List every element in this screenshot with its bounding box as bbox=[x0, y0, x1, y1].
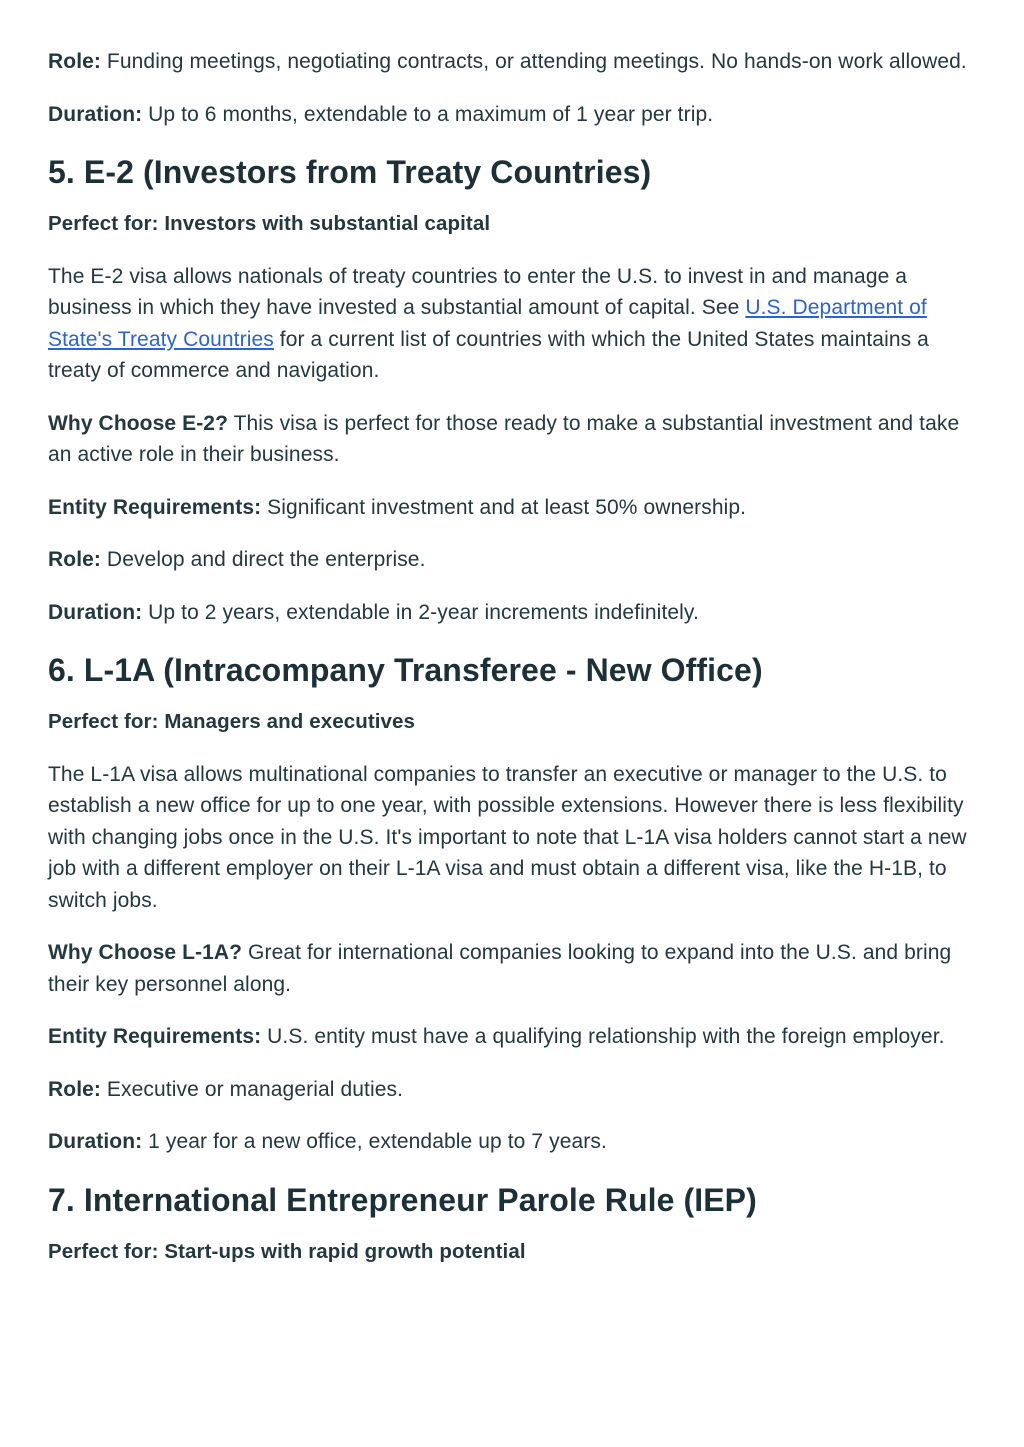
role-label: Role: bbox=[48, 50, 101, 73]
l1a-role-paragraph bbox=[48, 1074, 978, 1106]
section-heading-e2: 5. E-2 (Investors from Treaty Countries) bbox=[48, 154, 652, 190]
e2-role-paragraph bbox=[48, 544, 978, 576]
section-heading-iep: 7. International Entrepreneur Parole Rule (IEP) bbox=[48, 1181, 757, 1218]
e2-duration-paragraph bbox=[48, 597, 978, 629]
why-label: Why Choose L-1A? bbox=[48, 941, 243, 964]
entity-label: Entity Requirements: bbox=[48, 495, 262, 519]
l1a-duration-paragraph bbox=[48, 1126, 978, 1158]
why-text: Great for international companies looking to expand into the U.S. and bring their key personnel along. bbox=[48, 941, 952, 996]
perfect-for-iep: Perfect for: Start-ups with rapid growth potential bbox=[48, 1239, 526, 1263]
why-label: Why Choose E-2? bbox=[48, 411, 229, 435]
l1a-description: The L-1A visa allows multinational companies to transfer an executive or manager to the U.S. to establish a new office for up to one year, with possible extensions. However there is less flexibility with changing jobs once in the U.S. It's important to note that L-1A visa holders cannot start a new job with a different employer on their L-1A visa and must obtain a different visa, like the H-1B, to switch jobs. bbox=[48, 762, 967, 912]
entity-text: U.S. entity must have a qualifying relationship with the foreign employer. bbox=[261, 1025, 945, 1048]
role-label: Role: bbox=[48, 548, 101, 571]
why-text: This visa is perfect for those ready to make a substantial investment and take an active role in their business. bbox=[48, 411, 960, 466]
e2-entity-paragraph bbox=[48, 492, 978, 524]
article-body bbox=[48, 46, 978, 1267]
e2-description bbox=[48, 261, 978, 387]
l1a-why-paragraph bbox=[48, 937, 978, 1000]
role-text: Funding meetings, negotiating contracts, or attending meetings. No hands-on work allowed. bbox=[101, 50, 967, 73]
intro-duration-paragraph bbox=[48, 99, 978, 131]
entity-label: Entity Requirements: bbox=[48, 1025, 262, 1048]
entity-text: Significant investment and at least 50% ownership. bbox=[261, 495, 747, 519]
duration-text: Up to 2 years, extendable in 2-year increments indefinitely. bbox=[142, 600, 699, 624]
e2-why-paragraph bbox=[48, 408, 978, 471]
e2-description-text: The E-2 visa allows nationals of treaty countries to enter the U.S. to invest in and manage a business in which they have invested a substantial amount of capital. See bbox=[48, 264, 908, 319]
treaty-countries-link[interactable]: U.S. Department of State's Treaty Countries bbox=[48, 296, 927, 351]
duration-label: Duration: bbox=[48, 1130, 143, 1153]
section-heading-l1a: 6. L-1A (Intracompany Transferee - New Office) bbox=[48, 652, 763, 688]
role-label: Role: bbox=[48, 1077, 101, 1101]
role-text: Develop and direct the enterprise. bbox=[101, 548, 426, 571]
l1a-entity-paragraph bbox=[48, 1021, 978, 1053]
duration-label: Duration: bbox=[48, 600, 143, 624]
e2-description-text-cont: for a current list of countries with which the United States maintains a treaty of commerce and navigation. bbox=[48, 327, 929, 382]
perfect-for-l1a: Perfect for: Managers and executives bbox=[48, 710, 416, 733]
duration-text: Up to 6 months, extendable to a maximum of 1 year per trip. bbox=[142, 102, 714, 126]
duration-label: Duration: bbox=[48, 102, 143, 126]
perfect-for-e2: Perfect for: Investors with substantial capital bbox=[48, 212, 491, 235]
duration-text: 1 year for a new office, extendable up to 7 years. bbox=[142, 1130, 607, 1153]
intro-role-paragraph bbox=[48, 46, 978, 78]
role-text: Executive or managerial duties. bbox=[101, 1077, 404, 1101]
